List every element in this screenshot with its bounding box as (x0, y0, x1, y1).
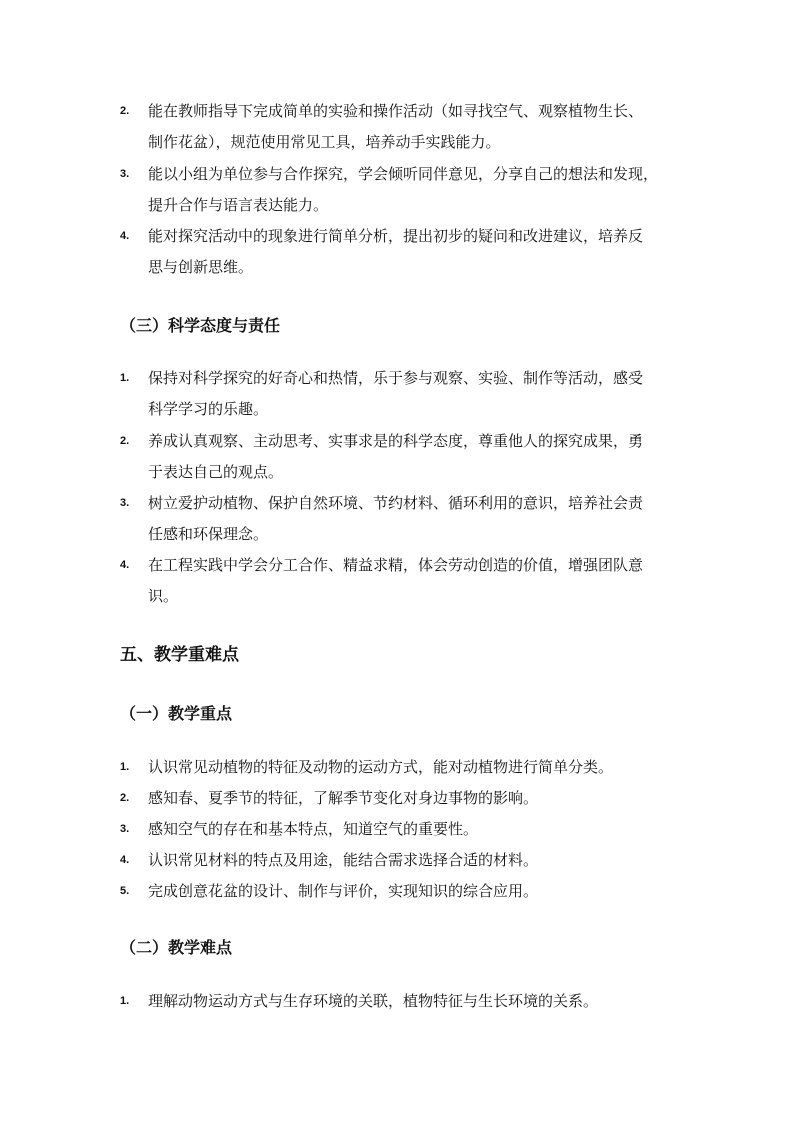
list-text: 能对探究活动中的现象进行简单分析，提出初步的疑问和改进建议，培养反 思与创新思维。 (148, 227, 644, 276)
list-number: 3. (120, 497, 130, 509)
list-text: 能以小组为单位参与合作探究，学会倾听同伴意见，分享自己的想法和发现， 提升合作与语言表达能力。 (148, 165, 659, 214)
list-number: 1. (120, 372, 130, 384)
list-number: 1. (120, 995, 130, 1007)
section-heading-key: （一）教学重点 (120, 704, 233, 723)
list-number: 4. (120, 230, 130, 242)
list-text: 养成认真观察、主动思考、实事求是的科学态度，尊重他人的探究成果，勇 于表达自己的观点。 (148, 432, 644, 481)
list-text: 保持对科学探究的好奇心和热情，乐于参与观察、实验、制作等活动，感受 科学学习的乐趣。 (148, 369, 644, 418)
list-text: 完成创意花盆的设计、制作与评价，实现知识的综合应用。 (148, 882, 539, 900)
list-number: 5. (120, 885, 130, 897)
list-text: 感知春、夏季节的特征，了解季节变化对身边事物的影响。 (148, 789, 539, 807)
list-text: 理解动物运动方式与生存环境的关联，植物特征与生长环境的关系。 (148, 992, 599, 1010)
list-number: 1. (120, 761, 130, 773)
section-heading-difficult: （二）教学难点 (120, 938, 233, 957)
list-text: 在工程实践中学会分工合作、精益求精，体会劳动创造的价值，增强团队意 识。 (148, 556, 644, 605)
list-number: 3. (120, 823, 130, 835)
list-number: 2. (120, 792, 130, 804)
list-number: 3. (120, 168, 130, 180)
section-heading-five: 五、教学重难点 (120, 645, 239, 665)
list-text: 树立爱护动植物、保护自然环境、节约材料、循环利用的意识，培养社会责 任感和环保理念。 (148, 494, 644, 543)
list-number: 2. (120, 105, 130, 117)
list-number: 4. (120, 559, 130, 571)
list-text: 能在教师指导下完成简单的实验和操作活动（如寻找空气、观察植物生长、 制作花盆），规范使用常见工具，培养动手实践能力。 (148, 102, 644, 151)
list-text: 感知空气的存在和基本特点，知道空气的重要性。 (148, 820, 479, 838)
list-text: 认识常见材料的特点及用途，能结合需求选择合适的材料。 (148, 851, 539, 869)
list-number: 2. (120, 435, 130, 447)
section-heading-attitude: （三）科学态度与责任 (120, 316, 281, 335)
list-text: 认识常见动植物的特征及动物的运动方式，能对动植物进行简单分类。 (148, 758, 614, 776)
list-number: 4. (120, 854, 130, 866)
